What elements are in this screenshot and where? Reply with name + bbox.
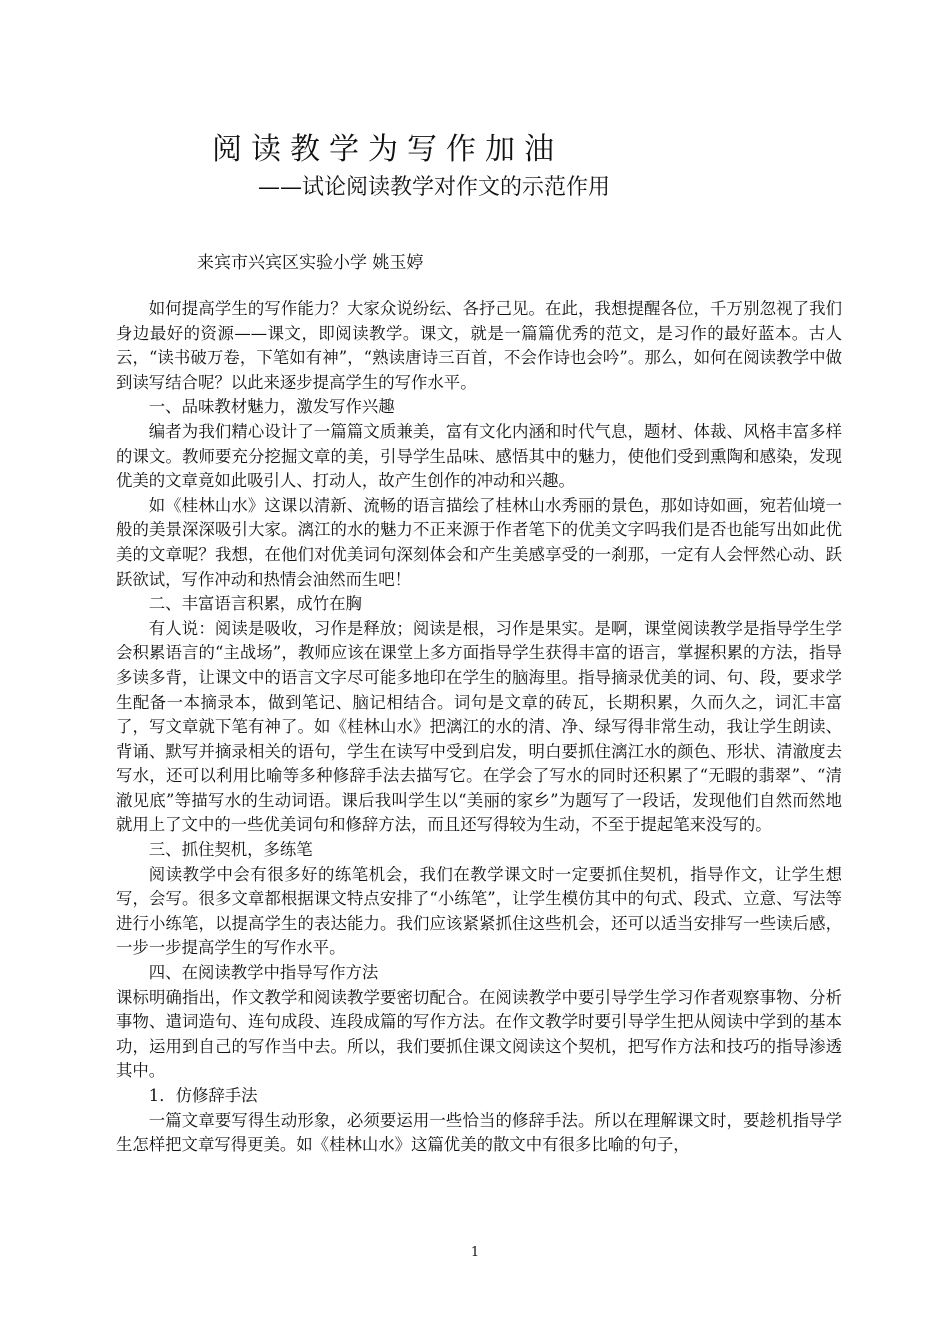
paragraph: 编者为我们精心设计了一篇篇文质兼美，富有文化内涵和时代气息，题材、体裁、风格丰富多样的课文。教师要充分挖掘文章的美，引导学生品味、感悟其中的魅力，使他们受到熏陶和感染，发现优美的文章竟如此吸引人、打动人，故产生创作的冲动和兴趣。 <box>116 421 842 491</box>
document-body <box>116 297 842 1158</box>
section-heading: 四、在阅读教学中指导写作方法 <box>148 963 379 983</box>
section-heading: 二、丰富语言积累，成竹在胸 <box>148 594 362 614</box>
document-title: 阅读教学为写作加油 <box>212 132 563 167</box>
author-line: 来宾市兴宾区实验小学 姚玉婷 <box>197 253 424 273</box>
paragraph: 课标明确指出，作文教学和阅读教学要密切配合。在阅读教学中要引导学生学习作者观察事物、分析事物、遣词造句、连句成段、连段成篇的写作方法。在作文教学时要引导学生把从阅读中学到的基本功，运用到自己的写作当中去。所以，我们要抓住课文阅读这个契机，把写作方法和技巧的指导渗透其中。 <box>116 987 842 1081</box>
paragraph: 阅读教学中会有很多好的练笔机会，我们在教学课文时一定要抓住契机，指导作文，让学生想写，会写。很多文章都根据课文特点安排了“小练笔”，让学生模仿其中的句式、段式、立意、写法等进行小练笔，以提高学生的表达能力。我们应该紧紧抓住这些机会，还可以适当安排写一些读后感，一步一步提高学生的写作水平。 <box>116 864 842 958</box>
page-number: 1 <box>470 1245 480 1260</box>
subsection-heading: 1．仿修辞手法 <box>148 1086 258 1105</box>
section-heading: 一、品味教材魅力，激发写作兴趣 <box>148 397 395 417</box>
paragraph: 如《桂林山水》这课以清新、流畅的语言描绘了桂林山水秀丽的景色，那如诗如画，宛若仙境一般的美景深深吸引大家。漓江的水的魅力不正来源于作者笔下的优美文字吗我们是否也能写出如此优美的文章呢？我想，在他们对优美词句深刻体会和产生美感享受的一刹那，一定有人会怦然心动、跃跃欲试，写作冲动和热情会油然而生吧！ <box>116 495 842 589</box>
paragraph: 如何提高学生的写作能力？大家众说纷纭、各抒己见。在此，我想提醒各位，千万别忽视了我们身边最好的资源——课文，即阅读教学。课文，就是一篇篇优秀的范文，是习作的最好蓝本。古人云，“读书破万卷，下笔如有神”，“熟读唐诗三百首，不会作诗也会吟”。那么，如何在阅读教学中做到读写结合呢？以此来逐步提高学生的写作水平。 <box>116 299 842 392</box>
section-heading: 三、抓住契机，多练笔 <box>148 840 313 860</box>
paragraph: 一篇文章要写得生动形象，必须要运用一些恰当的修辞手法。所以在理解课文时，要趁机指导学生怎样把文章写得更美。如《桂林山水》这篇优美的散文中有很多比喻的句子， <box>116 1110 842 1155</box>
paragraph: 有人说：阅读是吸收，习作是释放；阅读是根，习作是果实。是啊，课堂阅读教学是指导学生学会积累语言的“主战场”，教师应该在课堂上多方面指导学生获得丰富的语言，掌握积累的方法，指导多读多背，让课文中的语言文字尽可能多地印在学生的脑海里。指导摘录优美的词、句、段，要求学生配备一本摘录本，做到笔记、脑记相结合。词句是文章的砖瓦，长期积累，久而久之，词汇丰富了，写文章就下笔有神了。如《桂林山水》把漓江的水的清、净、绿写得非常生动，我让学生朗读、背诵、默写并摘录相关的语句，学生在读写中受到启发，明白要抓住漓江水的颜色、形状、清澈度去写水，还可以利用比喻等多种修辞手法去描写它。在学会了写水的同时还积累了“无暇的翡翠”、“清澈见底”等描写水的生动词语。课后我叫学生以“美丽的家乡”为题写了一段话，发现他们自然而然地就用上了文中的一些优美词句和修辞方法，而且还写得较为生动，不至于提起笔来没写的。 <box>116 618 842 835</box>
document-subtitle: ——试论阅读教学对作文的示范作用 <box>258 175 611 200</box>
